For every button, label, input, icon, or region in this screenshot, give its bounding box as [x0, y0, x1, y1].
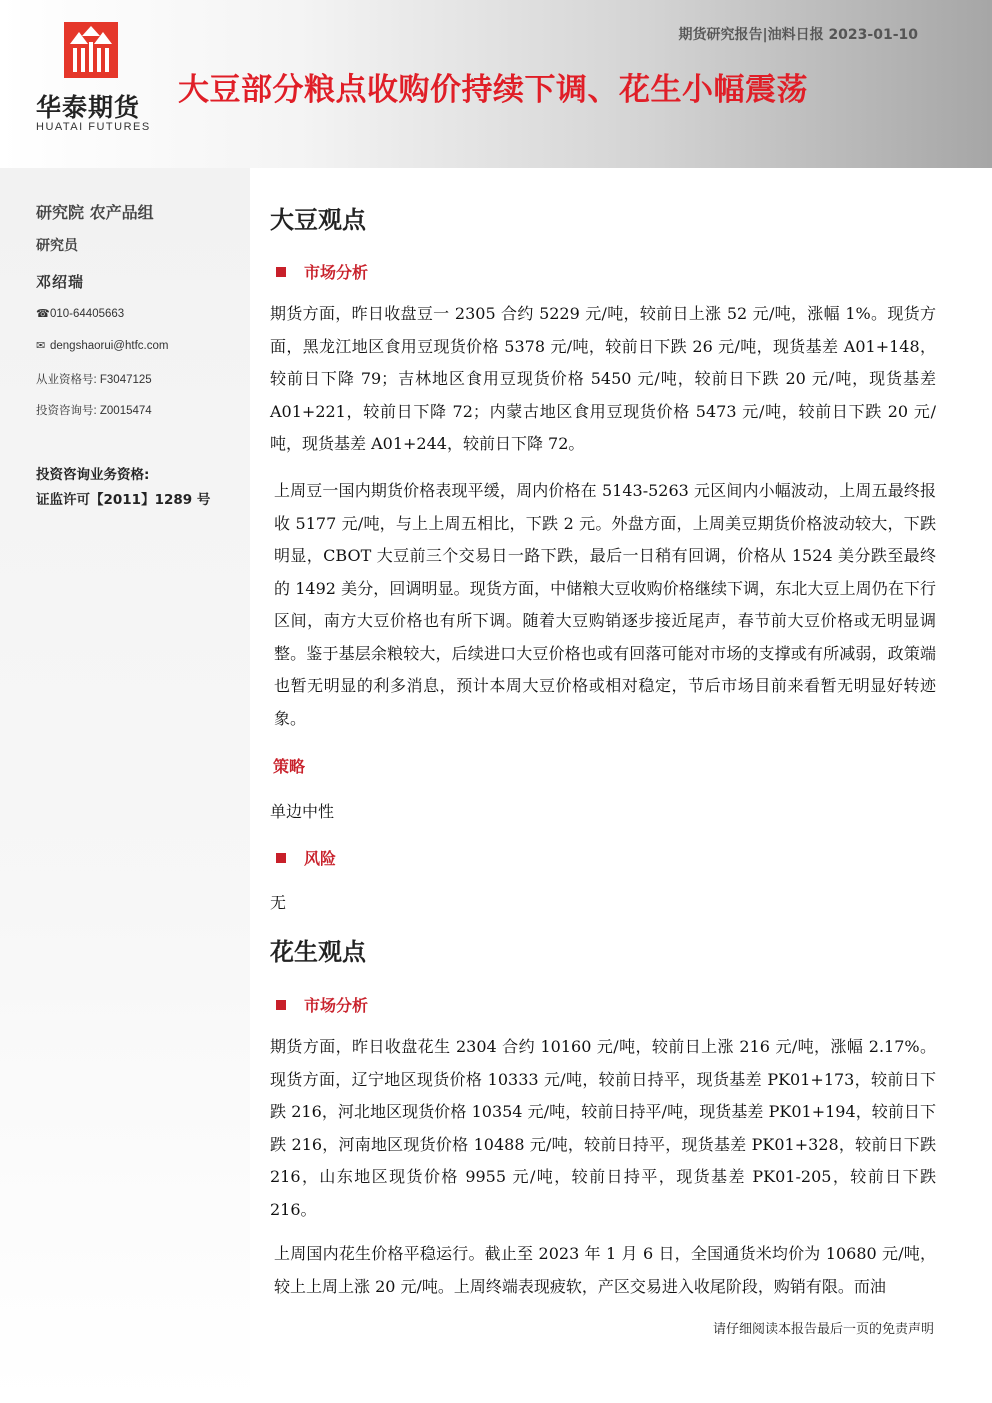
qualification-value: 证监许可【2011】1289 号 [36, 492, 211, 508]
soybean-market-heading-label: 市场分析 [304, 263, 369, 282]
logo-english-name: HUATAI FUTURES [36, 121, 151, 133]
author-sidebar [0, 168, 250, 1403]
square-bullet-icon [276, 267, 286, 277]
square-bullet-icon [276, 1000, 286, 1010]
soybean-risk-value: 无 [270, 893, 287, 912]
report-title: 大豆部分粮点收购价持续下调、花生小幅震荡 [178, 72, 808, 108]
author-phone [36, 307, 124, 320]
author-email[interactable] [36, 339, 168, 352]
author-role: 研究员 [36, 238, 78, 254]
mail-icon: ✉ [36, 340, 46, 352]
soybean-risk-heading-label: 风险 [304, 849, 337, 868]
disclaimer-note: 请仔细阅读本报告最后一页的免责声明 [712, 1322, 934, 1337]
peanut-section-title: 花生观点 [270, 938, 366, 966]
qualification-title: 投资咨询业务资格: [36, 467, 150, 483]
author-name: 邓绍瑞 [36, 273, 85, 291]
department: 研究院 农产品组 [36, 203, 154, 222]
soybean-market-para-1: 期货方面，昨日收盘豆一 2305 合约 5229 元/吨，较前日上涨 52 元/吨，涨幅 1%。现货方面，黑龙江地区食用豆现货价格 5378 元/吨，较前日下跌 26 元/吨，现货基差 A01+148，较前日下降 79；吉林地区食用豆现货价格 5450 元/吨，较前日下跌 20 元/吨，现货基差 A01+221，较前日下降 72；内蒙古地区食用豆现货价格 5473 元/吨，较前日下跌 20 元/吨，现货基差 A01+244，较前日下降 72。 [270, 304, 936, 453]
logo-chinese-name: 华泰期货 [36, 93, 141, 122]
soybean-section-title: 大豆观点 [270, 206, 366, 234]
report-header [0, 0, 992, 168]
huatai-logo-icon [64, 22, 118, 78]
soybean-strategy-value: 单边中性 [270, 802, 335, 821]
report-meta: 期货研究报告|油料日报 2023-01-10 [678, 27, 918, 43]
soybean-market-para-2: 上周豆一国内期货价格表现平缓，周内价格在 5143-5263 元区间内小幅波动，上周五最终报收 5177 元/吨，与上上周五相比，下跌 2 元。外盘方面，上周美豆期货价格波动较大，下跌明显，CBOT 大豆前三个交易日一路下跌，最后一日稍有回调，价格从 1524 美分跌至最终的 1492 美分，回调明显。现货方面，中储粮大豆收购价格继续下调，东北大豆上周仍在下行区间，南方大豆价格也有所下调。随着大豆购销逐步接近尾声，春节前大豆价格或无明显调整。鉴于基层余粮较大，后续进口大豆价格也或有回落可能对市场的支撑或有所减弱，政策端也暂无明显的利多消息，预计本周大豆价格或相对稳定，节后市场目前来看暂无明显好转迹象。 [274, 481, 936, 728]
soybean-strategy-heading: 策略 [273, 757, 306, 776]
soybean-risk-heading [276, 846, 336, 869]
peanut-market-para-2: 上周国内花生价格平稳运行。截止至 2023 年 1 月 6 日，全国通货米均价为 10680 元/吨，较上上周上涨 20 元/吨。上周终端表现疲软，产区交易进入收尾阶段，购销有限。而油 [274, 1244, 936, 1296]
peanut-market-heading-label: 市场分析 [304, 996, 369, 1015]
peanut-market-heading [276, 993, 368, 1016]
practice-license: 从业资格号: F3047125 [36, 374, 152, 386]
square-bullet-icon [276, 853, 286, 863]
phone-icon: ☎ [36, 308, 50, 320]
email-address[interactable]: dengshaorui@htfc.com [50, 340, 169, 352]
company-logo [36, 22, 156, 137]
phone-number: 010-64405663 [50, 308, 125, 320]
soybean-market-heading [276, 260, 368, 283]
consult-license: 投资咨询号: Z0015474 [36, 405, 152, 417]
peanut-market-para-1: 期货方面，昨日收盘花生 2304 合约 10160 元/吨，较前日上涨 216 元/吨，涨幅 2.17%。现货方面，辽宁地区现货价格 10333 元/吨，较前日持平，现货基差 PK01+173，较前日下跌 216，河北地区现货价格 10354 元/吨，较前日持平/吨，现货基差 PK01+194，较前日下跌 216，河南地区现货价格 10488 元/吨，较前日持平，现货基差 PK01+328，较前日下跌 216，山东地区现货价格 9955 元/吨，较前日持平，现货基差 PK01-205，较前日下跌 216。 [270, 1037, 936, 1219]
